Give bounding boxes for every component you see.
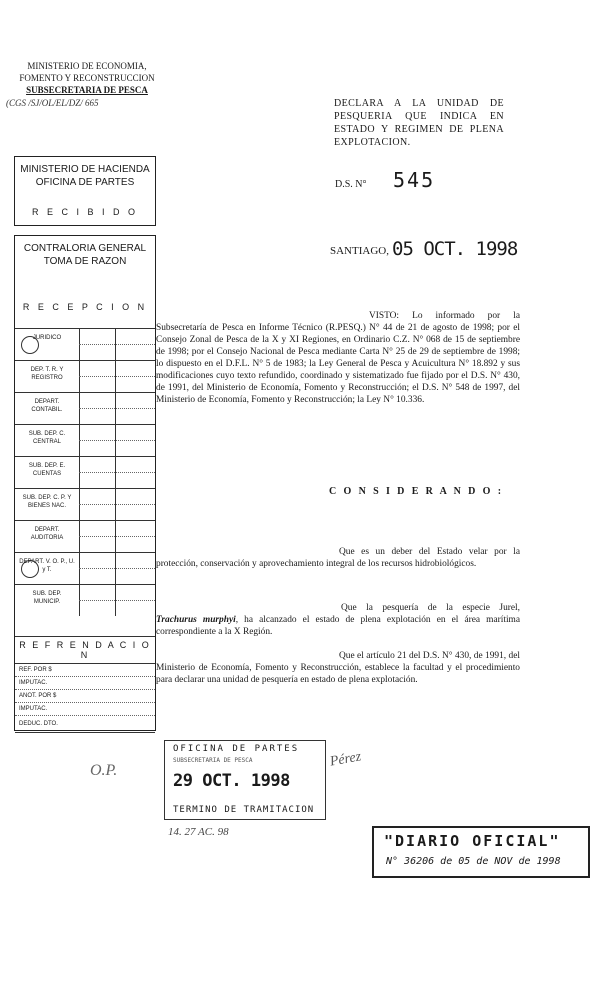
ministry-line1: MINISTERIO DE ECONOMIA, [27,61,147,71]
refrendacion-section [15,636,155,733]
routing-row: SUB. DEP. C. CENTRAL [15,424,155,456]
routing-row: SUB. DEP. C. P. Y BIENES NAC. [15,488,155,520]
routing-row: JURIDICO [15,328,155,360]
ref-row: IMPUTAC. [15,703,155,716]
species-name: Trachurus murphyi [156,615,236,625]
stamp-date: 29 OCT. 1998 [173,771,290,791]
decree-title: DECLARA A LA UNIDAD DE PESQUERIA QUE INDICA EN ESTADO Y REGIMEN DE PLENA EXPLOTACION. [334,98,504,148]
considerando-paragraph-2: Que la pesquería de la especie Jurel, Trachurus murphyi, ha alcanzado el estado de plena explotación en el área marítima correspondiente a la X Región. [156,603,521,637]
ref-row: REF. POR $ [15,664,155,677]
place: SANTIAGO, [330,245,389,257]
decree-number: 545 [393,168,436,192]
ref-row: DEDUC. DTO. [15,716,155,733]
diario-oficial-stamp [372,826,590,878]
considerando-heading: C O N S I D E R A N D O : [329,486,504,497]
visto-paragraph: VISTO: Lo informado por la Subsecretaría de Pesca en Informe Técnico (R.PESQ.) N° 44 de 21 de agosto de 1998; por el Consejo Zonal de Pesca de la X y XI Regiones, en Ordinario C.Z. N° 068 de 15 de septiembre de 1998; por el Consejo Nacional de Pesca mediante Carta N° 25 de 29 de septiembre de 1998; lo dispuesto en el D.F.L. N° 5 de 1983; la Ley General de Pesca y Acuicultura N° 18.892 y sus modificaciones cuyo texto refundido, coordinado y sistematizado fue fijado por el D.S. N° 430, de 1991, del Ministerio de Economía, Fomento y Reconstrucción; el D.S. N° 548 de 1997, del Ministerio de Economía, Fomento y Reconstrucción; la Ley N° 10.336. [156,311,520,405]
considerando-paragraph-1: Que es un deber del Estado velar por la protección, conservación y aprovechamiento integral de los recursos hidrobiológicos. [156,547,520,569]
stamp-handwritten-line: 14. 27 AC. 98 [168,826,229,838]
signature-scribble: Pérez [328,749,363,770]
reception-label: R E C E P C I O N [22,302,148,312]
routing-row: DEPART. AUDITORIA [15,520,155,552]
refrendacion-label: R E F R E N D A C I O N [15,637,155,664]
ref-row: ANOT. POR $ [15,690,155,703]
ministry-header [12,60,162,96]
stamp-sub: SUBSECRETARIA DE PESCA [173,757,253,764]
considerando-paragraph-3: Que el artículo 21 del D.S. N° 430, de 1991, del Ministerio de Economía, Fomento y Reconstrucción, establece la facultad y el procedimiento para declarar una unidad de pesquería en estado de plena explotación. [156,651,520,685]
routing-grid [15,328,155,616]
decree-label: D.S. N° [335,179,367,190]
ministry-line2: FOMENTO Y RECONSTRUCCION [19,73,155,83]
subsecretaria-line: SUBSECRETARIA DE PESCA [26,85,148,95]
diario-publication: N° 36206 de 05 de NOV de 1998 [386,856,561,867]
contraloria-box [14,235,156,731]
hacienda-line2: OFICINA DE PARTES [35,177,135,188]
contraloria-title [15,236,155,268]
routing-row: DEPART. V. O. P., U. y T. [15,552,155,584]
hacienda-received-stamp [14,156,156,226]
decree-date: 05 OCT. 1998 [392,238,518,260]
ref-row: IMPUTAC. [15,677,155,690]
routing-row: DEPART. CONTABIL. [15,392,155,424]
reference-code: (CGS /SJ/OL/EL/DZ/ 665 [6,98,99,108]
routing-row: DEP. T. R. Y REGISTRO [15,360,155,392]
contraloria-line1: CONTRALORIA GENERAL [23,243,147,254]
contraloria-line2: TOMA DE RAZON [43,256,127,267]
routing-row: SUB. DEP. MUNICIP. [15,584,155,616]
oficina-partes-stamp [164,740,326,820]
hacienda-line1: MINISTERIO DE HACIENDA [20,164,150,175]
routing-row: SUB. DEP. E. CUENTAS [15,456,155,488]
diario-title: "DIARIO OFICIAL" [384,832,561,850]
stamp-status: TERMINO DE TRAMITACION [173,805,315,815]
handwritten-initials: O.P. [90,762,118,779]
stamp-office: OFICINA DE PARTES [173,744,300,754]
hacienda-status: R E C I B I D O [31,207,138,217]
